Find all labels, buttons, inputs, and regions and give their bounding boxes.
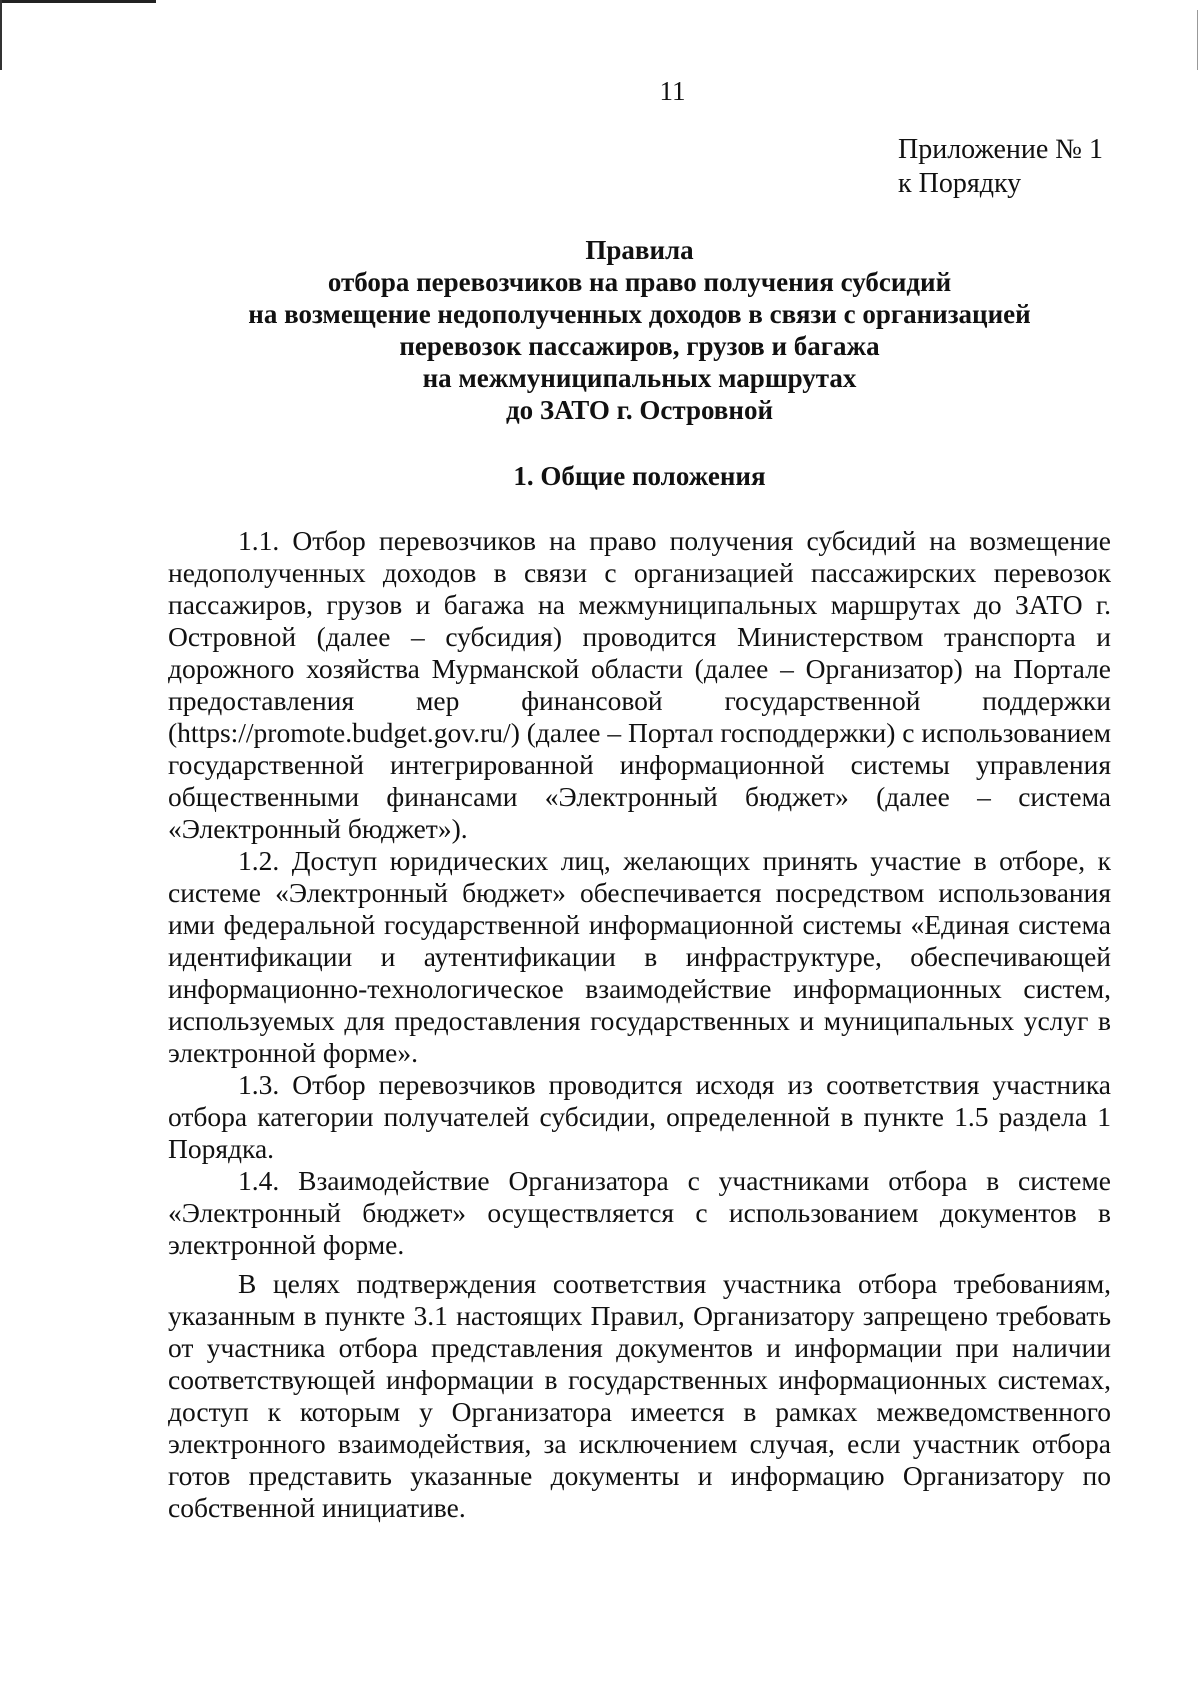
title-line-3: на возмещение недополученных доходов в связи с организацией	[248, 299, 1031, 329]
title-line-5: на межмуниципальных маршрутах	[422, 363, 857, 393]
paragraph-1-3: 1.3. Отбор перевозчиков проводится исходя из соответствия участника отбора категории получателей субсидии, определенной в пункте 1.5 раздела 1 Порядка.	[168, 1069, 1111, 1164]
scan-edge-mark-left	[0, 0, 2, 70]
paragraph-1-2: 1.2. Доступ юридических лиц, желающих принять участие в отборе, к системе «Электронный бюджет» обеспечивается посредством использования ими федеральной государственной информационной системы «Единая система идентификации и аутентификации в инфраструктуре, обеспечивающей информационно-технологическое взаимодействие информационных систем, используемых для предоставления государственных и муниципальных услуг в электронной форме».	[168, 845, 1111, 1068]
scan-edge-mark-right	[1197, 10, 1198, 70]
title-line-6: до ЗАТО г. Островной	[505, 395, 774, 425]
scan-edge-mark-top	[0, 0, 156, 3]
body-text	[168, 525, 1111, 1524]
title-line-2: отбора перевозчиков на право получения субсидий	[327, 267, 952, 297]
appendix-reference	[898, 133, 1103, 201]
page-number: 11	[659, 76, 686, 106]
appendix-line-2: к Порядку	[898, 168, 1022, 199]
paragraph-1-1: 1.1. Отбор перевозчиков на право получения субсидий на возмещение недополученных доходов в связи с организацией пассажирских перевозок пассажиров, грузов и багажа на межмуниципальных маршрутах до ЗАТО г. Островной (далее – субсидия) проводится Министерством транспорта и дорожного хозяйства Мурманской области (далее – Организатор) на Портале предоставления мер финансовой государственной поддержки (https://promote.budget.gov.ru/) (далее – Портал господдержки) с использованием государственной интегрированной информационной системы управления общественными финансами «Электронный бюджет» (далее – система «Электронный бюджет»).	[168, 525, 1112, 844]
document-title	[168, 234, 1111, 426]
paragraph-1-4: 1.4. Взаимодействие Организатора с участниками отбора в системе «Электронный бюджет» осуществляется с использованием документов в электронной форме.	[168, 1165, 1111, 1260]
appendix-line-1: Приложение № 1	[898, 134, 1103, 165]
title-line-4: перевозок пассажиров, грузов и багажа	[399, 331, 880, 361]
section-heading: 1. Общие положения	[513, 461, 766, 491]
paragraph-confirmation: В целях подтверждения соответствия участника отбора требованиям, указанным в пункте 3.1 настоящих Правил, Организатору запрещено требовать от участника отбора представления документов и информации при наличии соответствующей информации в государственных информационных системах, доступ к которым у Организатора имеется в рамках межведомственного электронного взаимодействия, за исключением случая, если участник отбора готов представить указанные документы и информацию Организатору по собственной инициативе.	[168, 1268, 1111, 1523]
title-line-1: Правила	[585, 235, 694, 265]
